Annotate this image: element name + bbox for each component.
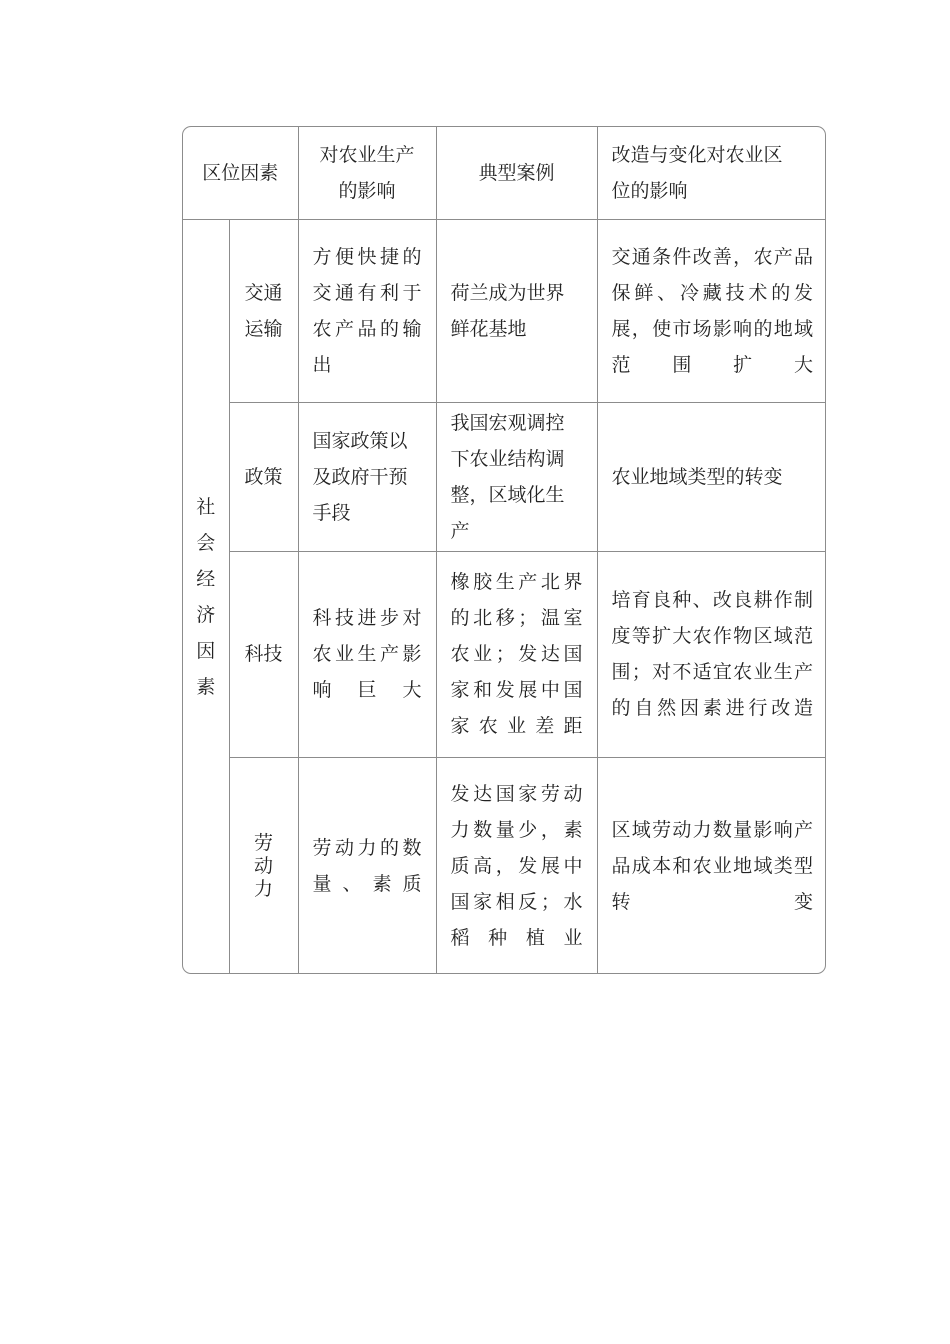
factor-transport: 交通 运输	[229, 219, 298, 402]
table-row-labor	[183, 757, 826, 974]
group-label-socioeconomic: 社 会 经 济 因 素	[183, 219, 229, 974]
table-row-policy	[183, 402, 826, 551]
factor-table-frame	[182, 126, 826, 974]
table-row-transport	[183, 219, 826, 402]
header-change-line1: 改造与变化对农业区	[611, 143, 783, 166]
case-policy: 我国宏观调控下农业结构调整，区域化生产	[436, 402, 597, 551]
header-impact	[298, 127, 436, 219]
header-case: 典型案例	[436, 127, 597, 219]
header-row	[183, 127, 826, 219]
agricultural-location-factor-table	[183, 127, 826, 974]
header-impact-line1: 对农业生产	[319, 143, 415, 166]
impact-technology: 科技进步对农业生产影响巨大	[298, 551, 436, 757]
factor-policy: 政策	[229, 402, 298, 551]
case-technology: 橡胶生产北界的北移；温室农业；发达国家和发展中国家农业差距	[436, 551, 597, 757]
case-labor: 发达国家劳动力数量少，素质高，发展中国家相反；水稻种植业	[436, 757, 597, 974]
change-technology: 培育良种、改良耕作制度等扩大农作物区域范围；对不适宜农业生产的自然因素进行改造	[597, 551, 826, 757]
header-location-factor: 区位因素	[183, 127, 298, 219]
impact-policy: 国家政策以及政府干预手段	[298, 402, 436, 551]
header-impact-line2: 的影响	[338, 179, 396, 202]
change-policy: 农业地域类型的转变	[597, 402, 826, 551]
impact-labor: 劳动力的数量、素质	[298, 757, 436, 974]
case-transport: 荷兰成为世界鲜花基地	[436, 219, 597, 402]
change-transport: 交通条件改善，农产品保鲜、冷藏技术的发展，使市场影响的地域范围扩大	[597, 219, 826, 402]
header-change	[597, 127, 826, 219]
factor-labor: 劳 动 力	[229, 757, 298, 974]
header-change-line2: 位的影响	[611, 179, 688, 202]
factor-technology: 科技	[229, 551, 298, 757]
impact-transport: 方便快捷的交通有利于农产品的输出	[298, 219, 436, 402]
table-row-technology	[183, 551, 826, 757]
change-labor: 区域劳动力数量影响产品成本和农业地域类型转变	[597, 757, 826, 974]
